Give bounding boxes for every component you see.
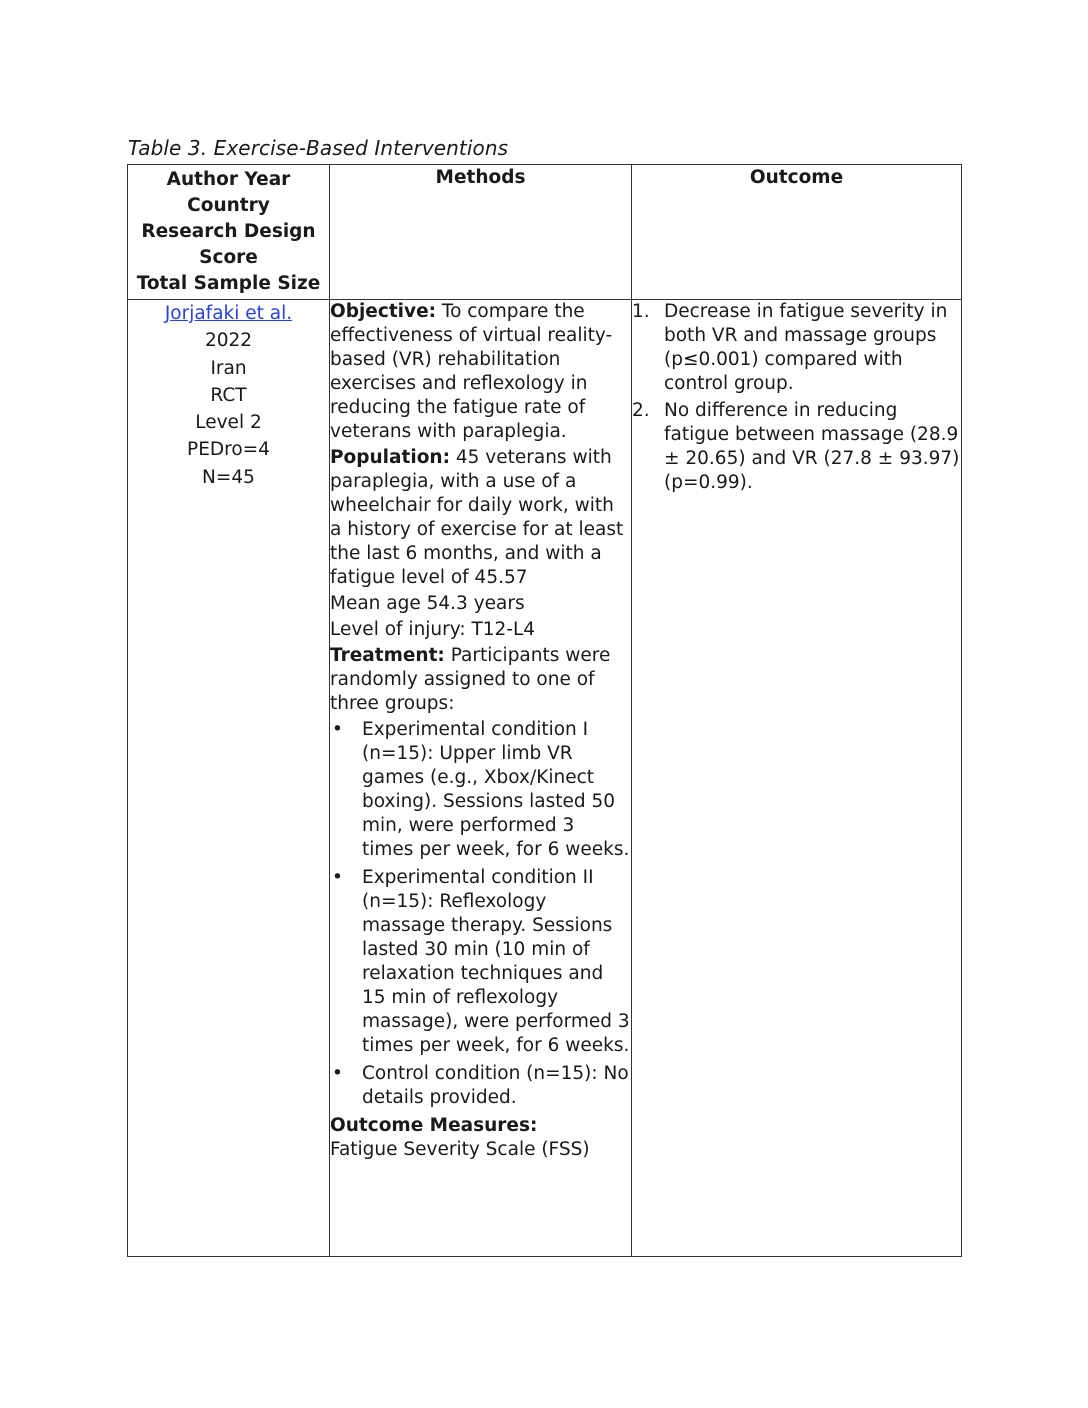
table-caption: Table 3. Exercise-Based Interventions [128, 136, 509, 160]
objective-label: Objective: [330, 301, 437, 322]
population-label: Population: [330, 447, 450, 468]
methods-cell [330, 300, 632, 1257]
treatment-paragraph [330, 644, 631, 716]
header-sample-line: Total Sample Size [136, 273, 321, 294]
treatment-label: Treatment: [330, 645, 445, 666]
measures-label-paragraph [330, 1114, 631, 1138]
header-outcome: Outcome [632, 165, 962, 300]
header-score-line: Score [199, 247, 258, 268]
list-item [632, 399, 961, 495]
list-item [330, 718, 631, 862]
author-sample-size: N=45 [202, 466, 255, 488]
objective-text: To compare the effectiveness of virtual reality-based (VR) rehabilitation exercises and reflexology in reducing the fatigue rate of veterans with paraplegia. [330, 301, 613, 442]
list-item-text: Control condition (n=15): No details provided. [362, 1063, 629, 1108]
list-item [632, 300, 961, 396]
header-country-line: Country [187, 195, 270, 216]
injury-level: Level of injury: T12-L4 [330, 619, 536, 640]
list-item-text: Experimental condition I (n=15): Upper limb VR games (e.g., Xbox/Kinect boxing). Sessions lasted 50 min, were performed 3 times per week, for 6 weeks. [362, 719, 630, 860]
interventions-table [127, 164, 962, 1257]
list-item-text: No difference in reducing fatigue between massage (28.9 ± 20.65) and VR (27.8 ± 93.97) (p=0.99). [664, 400, 960, 493]
mean-age: Mean age 54.3 years [330, 593, 525, 614]
author-design: RCT [210, 384, 247, 406]
measures-label: Outcome Measures: [330, 1115, 538, 1136]
header-author-line: Author Year [166, 169, 291, 190]
table-header-row [128, 165, 962, 300]
treatment-text: Participants were randomly assigned to one of three groups: [330, 645, 611, 714]
measures-text: Fatigue Severity Scale (FSS) [330, 1139, 590, 1160]
bullet-icon: • [332, 1063, 343, 1084]
population-paragraph [330, 446, 631, 590]
outcome-list [632, 300, 961, 495]
author-link[interactable]: Jorjafaki et al. [164, 303, 293, 324]
outcome-cell [632, 300, 962, 1257]
author-score: PEDro=4 [187, 439, 270, 461]
objective-paragraph [330, 300, 631, 444]
population-text: 45 veterans with paraplegia, with a use of a wheelchair for daily work, with a history of exercise for at least the last 6 months, and with a fatigue level of 45.57 [330, 447, 624, 588]
author-level: Level 2 [195, 412, 262, 434]
author-year: 2022 [204, 330, 253, 352]
list-item-text: Decrease in fatigue severity in both VR and massage groups (p≤0.001) compared with control group. [664, 301, 948, 394]
author-cell [128, 300, 330, 1257]
list-item [330, 866, 631, 1058]
header-design-line: Research Design [141, 221, 316, 242]
list-item-text: Experimental condition II (n=15): Reflexology massage therapy. Sessions lasted 30 min (10 min of relaxation techniques and 15 min of reflexology massage), were performed 3 times per week, for 6 weeks. [362, 867, 630, 1056]
list-number: 1. [632, 301, 650, 322]
header-author [128, 165, 330, 300]
bullet-icon: • [332, 719, 343, 740]
author-country: Iran [210, 357, 247, 379]
header-methods: Methods [330, 165, 632, 300]
list-number: 2. [632, 400, 650, 421]
bullet-icon: • [332, 867, 343, 888]
list-item [330, 1062, 631, 1110]
treatment-groups-list [330, 718, 631, 1110]
table-row [128, 300, 962, 1257]
